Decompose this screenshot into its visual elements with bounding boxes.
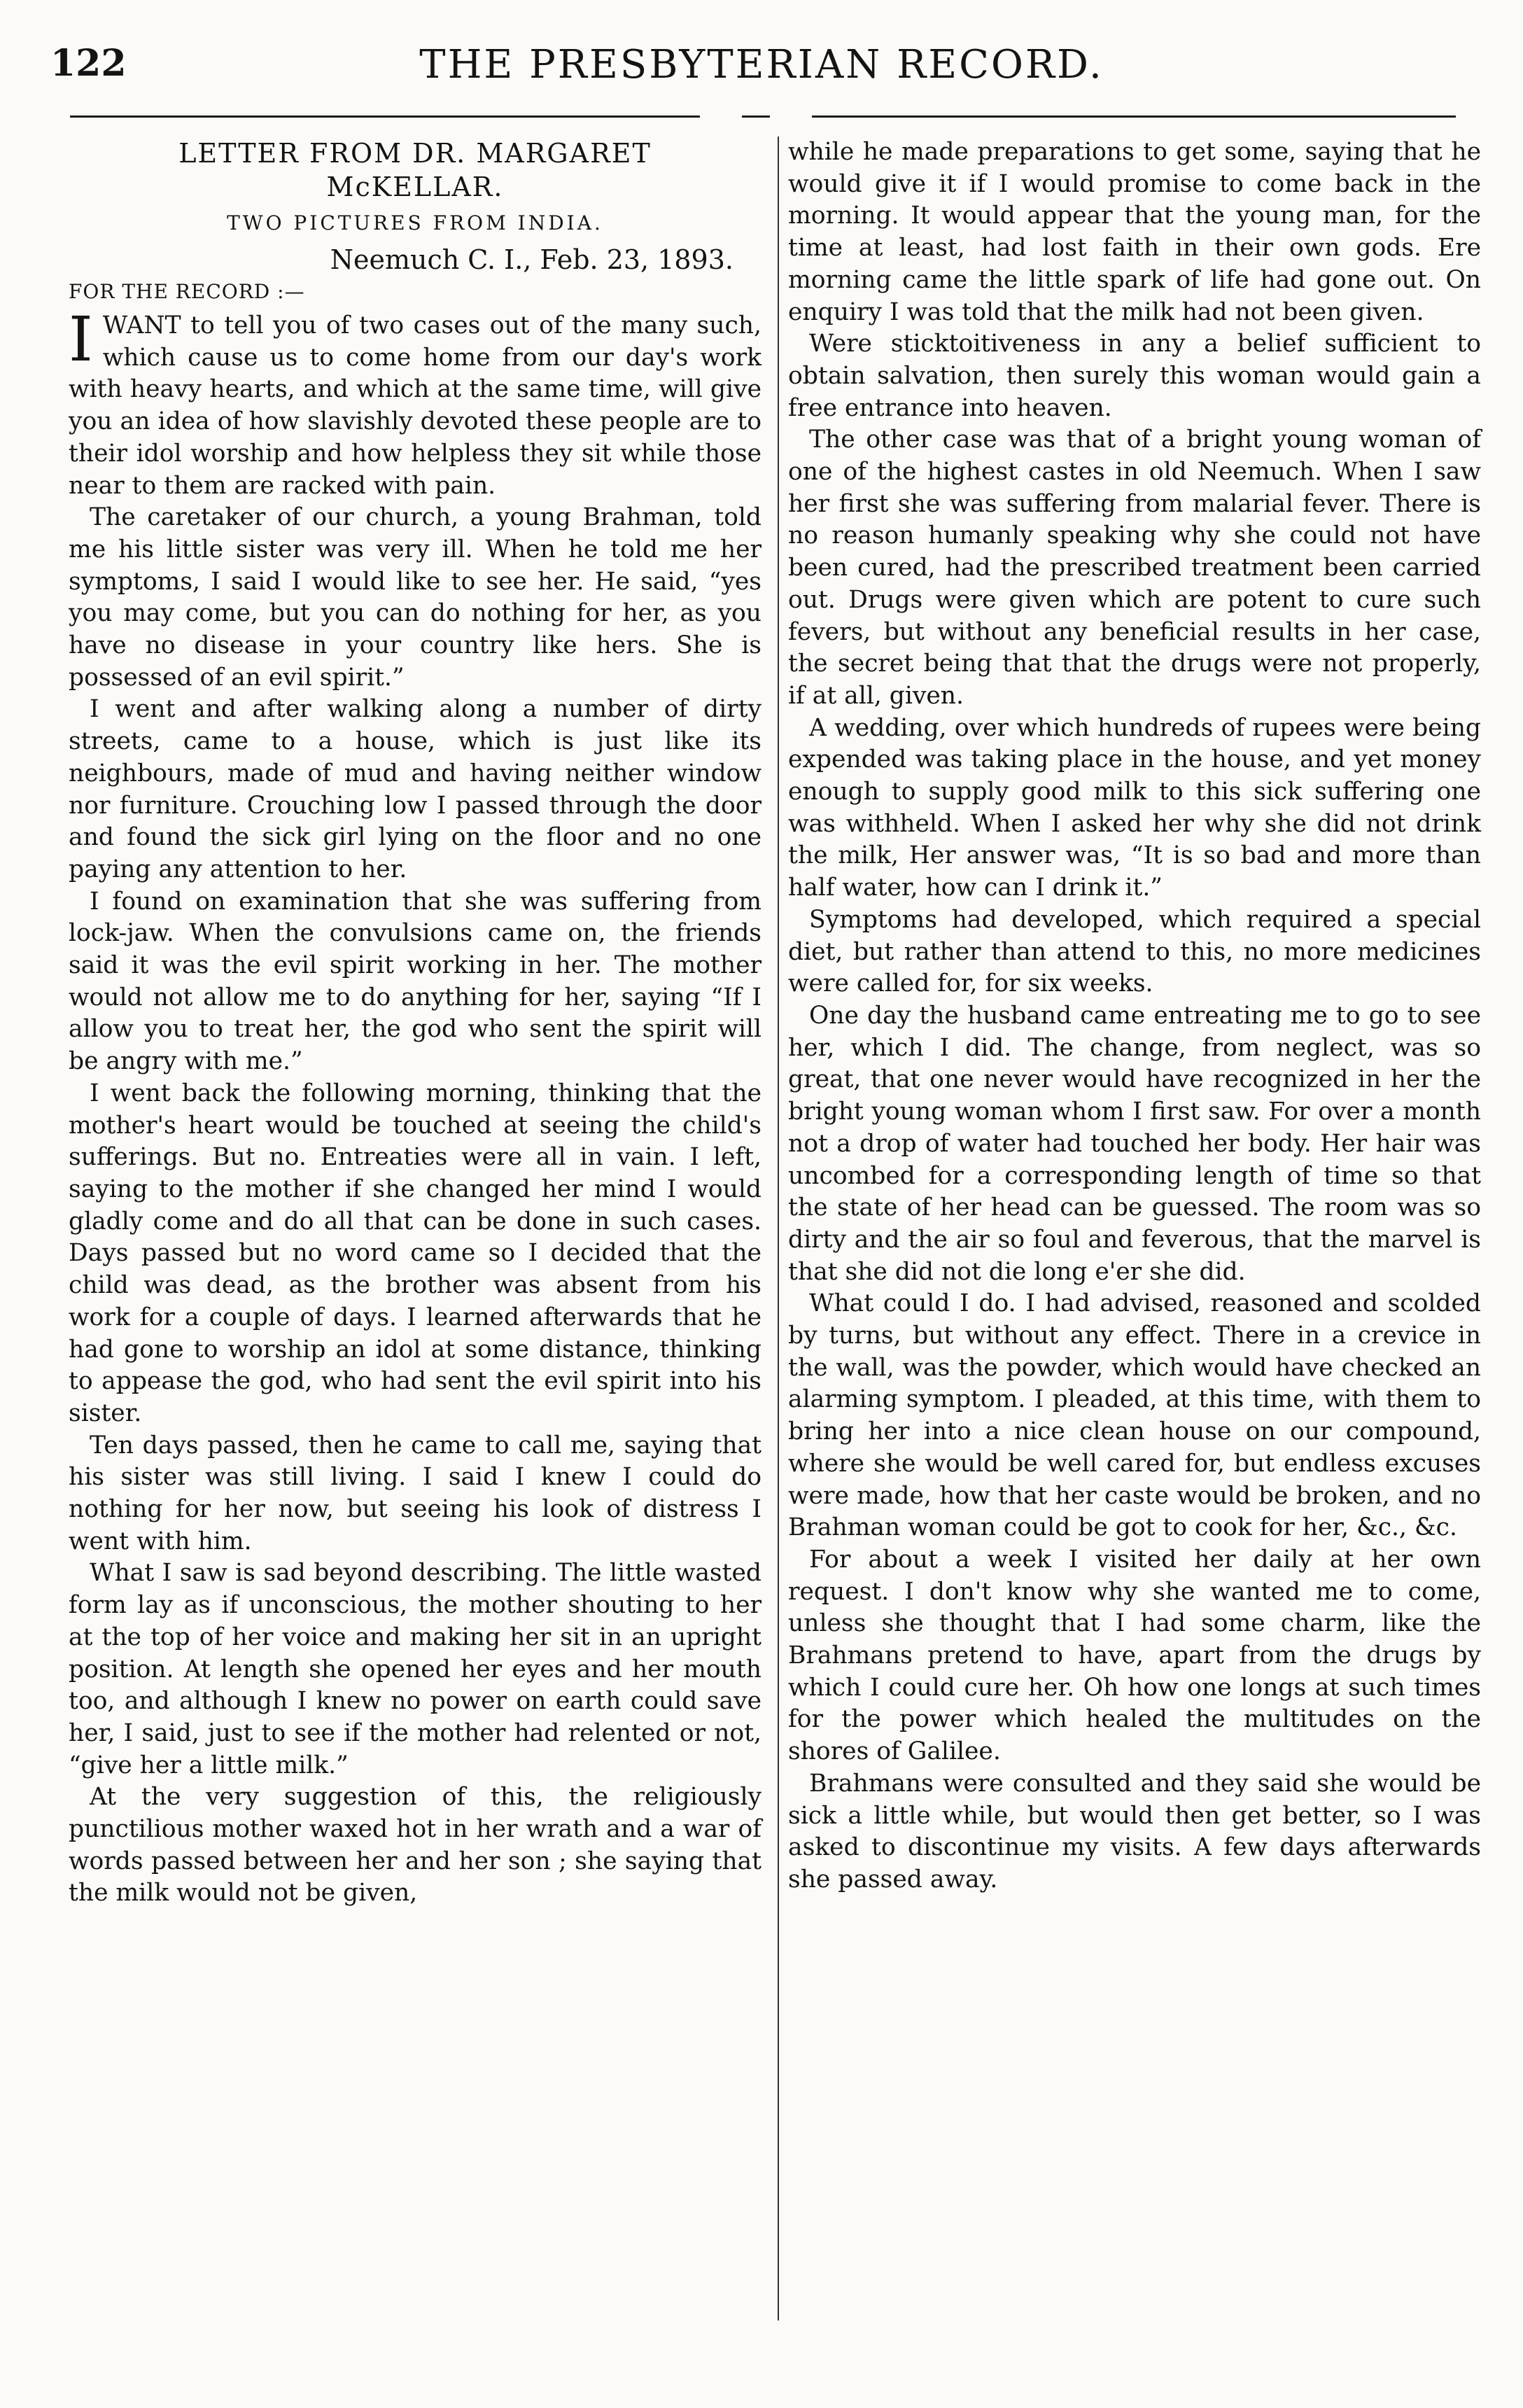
paragraph-15: What could I do. I had advised, reasoned and scolded by turns, but without any effect. There in a crevice in the wall, was the powder, which would have checked an alarming symptom. I pleaded, at this time, with them to bring her into a nice clean house on our compound, where she would be well cared for, but endless excuses were made, how that her caste would be broken, and no Brahman woman could be got to cook for her, &c., &c. [788,1289,1481,1542]
salutation: FOR THE RECORD :— [69,280,305,303]
paragraph-2: The caretaker of our church, a young Brahman, told me his little sister was very ill. When he told me her symptoms, I said I would like to see her. He said, “yes you may come, but you can do nothing for her, as you have no disease in your country like hers. She is possessed of an evil spirit.” [69,503,762,692]
paragraph-5: I went back the following morning, thinking that the mother's heart would be touched at seeing the child's sufferings. But no. Entreaties were all in vain. I left, saying to the mother if she changed her mind I would gladly come and do all that can be done in such cases. Days passed but no word came so I decided that the child was dead, as the brother was absent from his work for a couple of days. I learned afterwards that he had gone to worship an idol at some distance, thinking to appease the god, who had sent the evil spirit into his sister. [69,1079,762,1427]
article-title-line-1: LETTER FROM DR. MARGARET [178,138,652,169]
paragraph-13: Symptoms had developed, which required a special diet, but rather than attend to this, no more medicines were called for, for six weeks. [788,905,1481,998]
paragraph-1-text: WANT to tell you of two cases out of the many such, which cause us to come home from our day's work with heavy hearts, and which at the same time, will give you an idea of how slavishly devoted these people are to their idol worship and how helpless they sit while those near to them are racked with pain. [69,312,762,500]
paragraph-11: The other case was that of a bright young woman of one of the highest castes in old Neemuch. When I saw her first she was suffering from malarial fever. There is no reason humanly speaking why she could not have been cured, had the prescribed treatment been carried out. Drugs were given which are potent to cure such fevers, but without any beneficial results in her case, the secret being that that the drugs were not properly, if at all, given. [788,426,1481,710]
page-number: 122 [50,42,127,85]
dateline: Neemuch C. I., Feb. 23, 1893. [330,244,734,275]
column-divider [778,136,779,2320]
header-rule-left [70,115,700,118]
paragraph-6: Ten days passed, then he came to call me, saying that his sister was still living. I said I knew I could do nothing for her now, but seeing his look of distress I went with him. [69,1431,762,1555]
running-head: THE PRESBYTERIAN RECORD. [419,42,1104,88]
header-rule-right [812,115,1456,118]
paragraph-3: I went and after walking along a number of dirty streets, came to a house, which is just like its neighbours, made of mud and having neither window nor furniture. Crouching low I passed through the door and found the sick girl lying on the floor and no one paying any attention to her. [69,695,762,883]
article-title [69,136,762,204]
paragraph-4: I found on examination that she was suffering from lock-jaw. When the convulsions came on, the friends said it was the evil spirit working in her. The mother would not allow me to do anything for her, saying “If I allow you to treat her, the god who sent the spirit will be angry with me.” [69,887,762,1076]
paragraph-10: Were sticktoitiveness in any a belief sufficient to obtain salvation, then surely this woman would gain a free entrance into heaven. [788,330,1481,422]
column-left [69,136,762,1910]
paragraph-17: Brahmans were consulted and they said she would be sick a little while, but would then get better, so I was asked to discontinue my visits. A few days afterwards she passed away. [788,1769,1481,1893]
paragraph-16: For about a week I visited her daily at her own request. I don't know why she wanted me to come, unless she thought that I had some charm, like the Brahmans pretend to have, apart from the drugs by which I could cure her. Oh how one longs at such times for the power which healed the multitudes on the shores of Galilee. [788,1545,1481,1766]
paragraph-7: What I saw is sad beyond describing. The little wasted form lay as if unconscious, the mother shouting to her at the top of her voice and making her sit in an upright position. At length she opened her eyes and her mouth too, and although I knew no power on earth could save her, I said, just to see if the mother had relented or not, “give her a little milk.” [69,1559,762,1779]
header-rule-center [742,115,770,118]
paragraph-14: One day the husband came entreating me to go to see her, which I did. The change, from neglect, was so great, that one never would have recognized in her the bright young woman whom I first saw. For over a month not a drop of water had touched her body. Her hair was uncombed for a corresponding length of time so that the state of her head can be guessed. The room was so dirty and the air so foul and feverous, that the marvel is that she did not die long e'er she did. [788,1001,1481,1286]
article-title-line-2: McKELLAR. [326,172,504,202]
column-right [788,136,1481,1896]
paragraph-1 [69,303,762,502]
article-subtitle: TWO PICTURES FROM INDIA. [227,211,603,234]
paragraph-8: At the very suggestion of this, the religiously punctilious mother waxed hot in her wrath and a war of words passed between her and her son ; she saying that the milk would not be given, [69,1783,762,1907]
drop-cap: I [69,303,93,375]
page-header [0,0,1523,105]
paragraph-12: A wedding, over which hundreds of rupees were being expended was taking place in the house, and yet money enough to supply good milk to this sick suffering one was withheld. When I asked her why she did not drink the milk, Her answer was, “It is so bad and more than half water, how can I drink it.” [788,713,1481,902]
paragraph-9: while he made preparations to get some, saying that he would give it if I would promise to come back in the morning. It would appear that the young man, for the time at least, had lost faith in their own gods. Ere morning came the little spark of life had gone out. On enquiry I was told that the milk had not been given. [788,138,1481,326]
